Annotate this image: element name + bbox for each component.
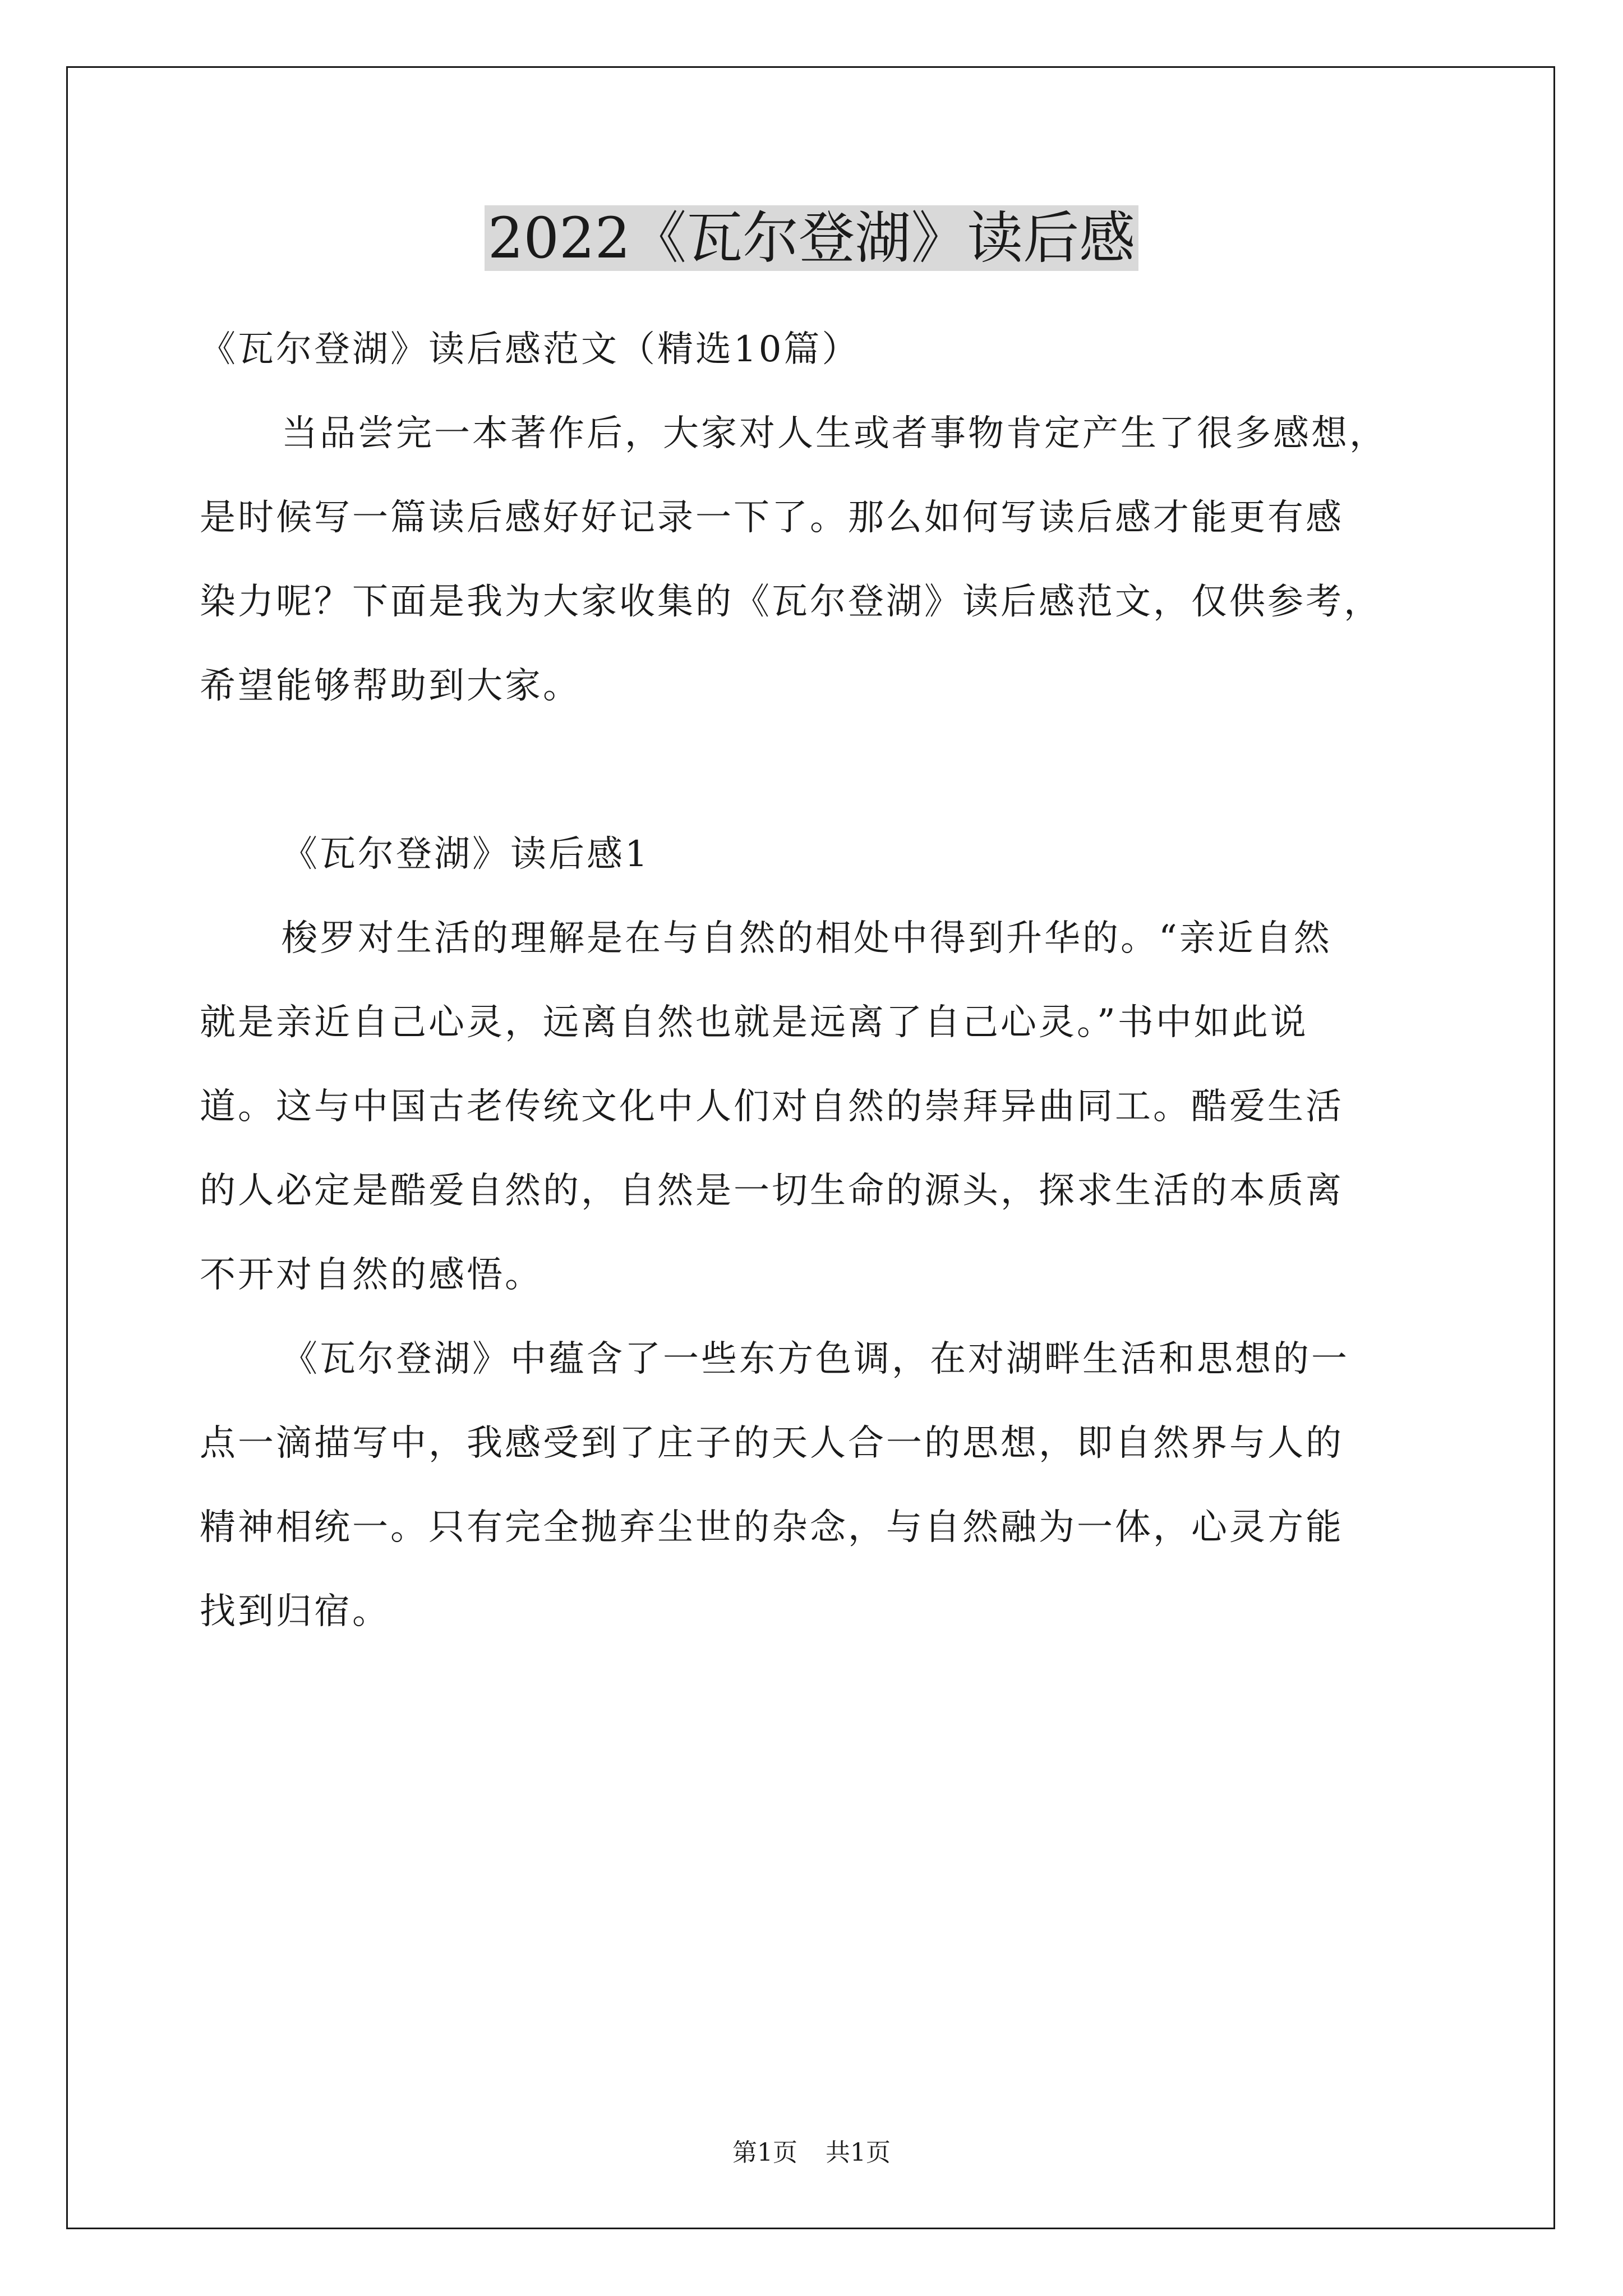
section-heading: 《瓦尔登湖》读后感1 (282, 834, 650, 875)
intro-line: 当品尝完一本著作后，大家对人生或者事物肯定产生了很多感想， (282, 413, 1387, 454)
paragraph-line: 精神相统一。只有完全抛弃尘世的杂念，与自然融为一体，心灵方能 (200, 1507, 1344, 1548)
document-subtitle: 《瓦尔登湖》读后感范文（精选10篇） (200, 329, 860, 370)
intro-line: 染力呢？下面是我为大家收集的《瓦尔登湖》读后感范文，仅供参考， (200, 581, 1382, 623)
paragraph-spacer (200, 728, 1439, 812)
intro-line: 是时候写一篇读后感好好记录一下了。那么如何写读后感才能更有感 (200, 497, 1344, 539)
page-number: 第1页 (732, 2138, 797, 2167)
paragraph-line: 的人必定是酷爱自然的，自然是一切生命的源头，探求生活的本质离 (200, 1170, 1344, 1212)
paragraph-line: 道。这与中国古老传统文化中人们对自然的崇拜异曲同工。酷爱生活 (200, 1086, 1344, 1128)
document-title-text: 2022《瓦尔登湖》读后感 (485, 205, 1139, 271)
paragraph-line: 就是亲近自己心灵，远离自然也就是远离了自己心灵。”书中如此说 (200, 1002, 1308, 1043)
document-body (200, 307, 1439, 1654)
intro-line: 希望能够帮助到大家。 (200, 665, 581, 707)
paragraph-line: 《瓦尔登湖》中蕴含了一些东方色调，在对湖畔生活和思想的一 (282, 1338, 1349, 1380)
page-footer (0, 2136, 1623, 2170)
paragraph-line: 梭罗对生活的理解是在与自然的相处中得到升华的。“亲近自然 (282, 918, 1332, 959)
document-title (0, 199, 1623, 278)
paragraph-line: 点一滴描写中，我感受到了庄子的天人合一的思想，即自然界与人的 (200, 1423, 1344, 1464)
page-total: 共1页 (826, 2138, 891, 2167)
paragraph-line: 不开对自然的感悟。 (200, 1254, 543, 1296)
paragraph-line: 找到归宿。 (200, 1591, 390, 1632)
